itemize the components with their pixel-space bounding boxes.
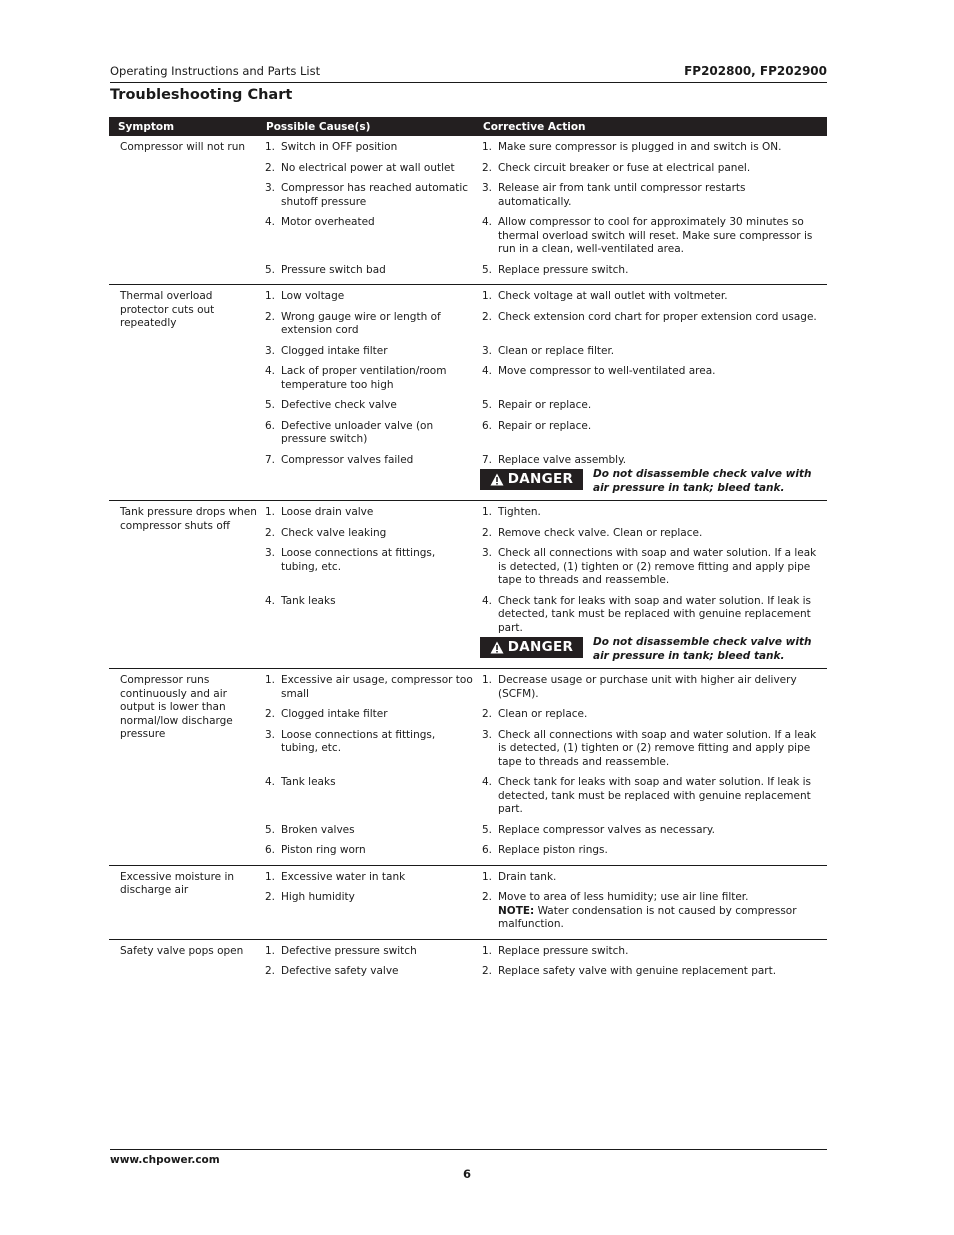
symptom-cell: Safety valve pops open (120, 944, 244, 957)
danger-text: Do not disassemble check valve with air pressure in tank; bleed tank. (593, 468, 812, 494)
cause-number: 6. (265, 844, 276, 856)
cause-text: Tank leaks (281, 776, 336, 788)
cause-text: Pressure switch bad (281, 263, 386, 276)
table-row (263, 592, 827, 637)
table-row (263, 962, 827, 983)
note-label: NOTE: (498, 904, 535, 917)
table-row (263, 773, 827, 821)
table-row (263, 868, 827, 889)
cause-text: High humidity (281, 891, 355, 903)
cause-text: Defective pressure switch (281, 944, 417, 957)
document-title: Operating Instructions and Parts List (110, 64, 321, 78)
action-number: 2. (482, 310, 493, 323)
note-text: Water condensation is not caused by compressor malfunction. (498, 904, 797, 930)
action-text: Replace pressure switch. (498, 944, 629, 957)
action-number: 3. (482, 547, 493, 559)
action-number: 5. (482, 823, 493, 836)
action-number: 5. (482, 263, 493, 276)
column-header-action: Corrective Action (483, 121, 586, 133)
footer-url: www.chpower.com (110, 1154, 220, 1166)
cause-text: Clogged intake filter (281, 344, 388, 357)
action-text: Check circuit breaker or fuse at electrical panel. (498, 161, 751, 174)
action-text: Check tank for leaks with soap and water solution. If leak is detected, tank must be replaced with genuine replacement part. (498, 776, 812, 815)
danger-warning (480, 636, 827, 665)
symptom-cell: Compressor runs continuously and air output is lower than normal/low discharge pressure (120, 674, 233, 740)
cause-number: 5. (265, 823, 276, 836)
cause-number: 1. (265, 506, 276, 518)
cause-number: 3. (265, 547, 276, 559)
cause-number: 4. (265, 216, 276, 228)
danger-badge (480, 469, 583, 490)
action-number: 1. (482, 506, 493, 518)
section-title: Troubleshooting Chart (110, 87, 293, 103)
action-text: Check tank for leaks with soap and water solution. If leak is detected, tank must be replaced with genuine replacement part. (498, 594, 812, 634)
cause-number: 2. (265, 310, 276, 323)
cause-number: 2. (265, 965, 276, 977)
action-number: 2. (482, 965, 493, 977)
cause-number: 1. (265, 674, 276, 686)
table-group (109, 501, 827, 669)
table-row (263, 213, 827, 261)
table-row (263, 671, 827, 705)
action-number: 3. (482, 344, 493, 357)
danger-badge (480, 637, 583, 658)
cause-number: 3. (265, 182, 276, 194)
action-text: Repair or replace. (498, 419, 592, 432)
cause-number: 1. (265, 870, 276, 883)
cause-number: 4. (265, 594, 276, 607)
table-group (109, 285, 827, 501)
table-row (263, 342, 827, 363)
table-row (263, 726, 827, 774)
table-row (263, 396, 827, 417)
cause-text: Piston ring worn (281, 844, 366, 856)
action-text: Tighten. (498, 506, 541, 518)
cause-number: 3. (265, 728, 276, 741)
table-row (263, 841, 827, 862)
cause-text: Loose drain valve (281, 506, 374, 518)
action-number: 2. (482, 708, 493, 720)
troubleshooting-table (109, 117, 827, 986)
action-number: 4. (482, 594, 493, 607)
cause-number: 1. (265, 944, 276, 957)
cause-number: 5. (265, 399, 276, 411)
cause-number: 6. (265, 419, 276, 432)
cause-number: 4. (265, 365, 276, 377)
action-text: Remove check valve. Clean or replace. (498, 526, 703, 539)
table-row (263, 503, 827, 524)
table-group (109, 669, 827, 866)
table-row (263, 179, 827, 213)
table-row (263, 417, 827, 451)
cause-text: Tank leaks (281, 594, 336, 607)
cause-number: 4. (265, 776, 276, 788)
cause-text: Wrong gauge wire or length of extension cord (281, 310, 441, 336)
action-text: Check voltage at wall outlet with voltmeter. (498, 290, 728, 302)
action-text: Replace piston rings. (498, 844, 608, 856)
action-text: Replace compressor valves as necessary. (498, 823, 715, 836)
cause-text: Defective check valve (281, 399, 397, 411)
cause-number: 7. (265, 453, 276, 466)
action-number: 6. (482, 419, 493, 432)
footer-divider (110, 1149, 827, 1150)
action-number: 4. (482, 216, 493, 228)
cause-text: Compressor has reached automatic shutoff pressure (281, 182, 469, 208)
action-text: Replace safety valve with genuine replacement part. (498, 965, 777, 977)
action-number: 3. (482, 182, 493, 194)
action-text: Decrease usage or purchase unit with higher air delivery (SCFM). (498, 674, 797, 700)
cause-number: 5. (265, 263, 276, 276)
cause-text: Motor overheated (281, 216, 375, 228)
action-text: Replace pressure switch. (498, 263, 629, 276)
cause-number: 2. (265, 708, 276, 720)
table-row (263, 524, 827, 545)
warning-triangle-icon (490, 473, 504, 486)
table-row (263, 159, 827, 180)
action-text: Make sure compressor is plugged in and switch is ON. (498, 141, 782, 153)
table-row (263, 942, 827, 963)
cause-number: 1. (265, 141, 276, 153)
symptom-cell: Excessive moisture in discharge air (120, 870, 235, 896)
cause-text: No electrical power at wall outlet (281, 161, 455, 174)
action-text: Clean or replace. (498, 708, 588, 720)
action-text: Release air from tank until compressor restarts automatically. (498, 182, 746, 208)
table-row (263, 308, 827, 342)
action-text: Check all connections with soap and water solution. If a leak is detected, (1) tighten or (2) remove fitting and apply pipe tape to threads and reassemble. (498, 547, 817, 586)
action-number: 1. (482, 870, 493, 883)
table-group (109, 940, 827, 986)
table-header (109, 117, 827, 136)
cause-text: Clogged intake filter (281, 708, 388, 720)
action-text: Replace valve assembly. (498, 453, 627, 466)
warning-triangle-icon (490, 641, 504, 654)
action-text: Check extension cord chart for proper extension cord usage. (498, 310, 817, 323)
cause-text: Check valve leaking (281, 526, 387, 539)
cause-text: Defective unloader valve (on pressure switch) (281, 419, 434, 445)
column-header-symptom: Symptom (118, 121, 175, 133)
table-group (109, 136, 827, 285)
cause-text: Compressor valves failed (281, 453, 414, 466)
action-number: 5. (482, 399, 493, 411)
action-number: 1. (482, 141, 493, 153)
symptom-cell: Thermal overload protector cuts out repeatedly (120, 290, 215, 329)
symptom-cell: Compressor will not run (120, 141, 246, 153)
action-text: Check all connections with soap and water solution. If a leak is detected, (1) tighten or (2) remove fitting and apply pipe tape to threads and reassemble. (498, 728, 817, 768)
cause-text: Excessive water in tank (281, 870, 406, 883)
action-text: Drain tank. (498, 870, 557, 883)
action-number: 2. (482, 891, 493, 903)
action-number: 2. (482, 526, 493, 539)
danger-label: DANGER (507, 470, 574, 487)
action-text: Move compressor to well-ventilated area. (498, 365, 716, 377)
table-row (263, 287, 827, 308)
cause-number: 2. (265, 526, 276, 539)
cause-number: 3. (265, 344, 276, 357)
danger-warning (480, 468, 827, 497)
action-number: 2. (482, 161, 493, 174)
action-number: 7. (482, 453, 493, 466)
table-row (263, 261, 827, 282)
table-row (263, 888, 827, 936)
action-text: Allow compressor to cool for approximately 30 minutes so thermal overload switch will reset. Make sure compressor is run in a clean, well-ventilated area. (498, 216, 813, 255)
table-row (263, 362, 827, 396)
action-text: Clean or replace filter. (498, 344, 615, 357)
danger-label: DANGER (507, 638, 574, 655)
action-number: 3. (482, 728, 493, 741)
action-number: 6. (482, 844, 493, 856)
action-text: Move to area of less humidity; use air line filter. (498, 891, 749, 903)
action-number: 1. (482, 944, 493, 957)
cause-text: Switch in OFF position (281, 141, 398, 153)
table-row (263, 705, 827, 726)
action-number: 4. (482, 776, 493, 788)
cause-text: Loose connections at fittings, tubing, etc. (281, 728, 436, 754)
cause-number: 2. (265, 161, 276, 174)
table-row (263, 138, 827, 159)
symptom-cell: Tank pressure drops when compressor shuts off (120, 506, 257, 532)
cause-text: Defective safety valve (281, 965, 399, 977)
column-header-causes: Possible Cause(s) (266, 121, 371, 133)
table-group (109, 866, 827, 940)
action-text: Repair or replace. (498, 399, 592, 411)
table-row (263, 451, 827, 469)
model-numbers: FP202800, FP202900 (684, 64, 827, 78)
cause-number: 2. (265, 891, 276, 903)
danger-text: Do not disassemble check valve with air pressure in tank; bleed tank. (593, 636, 812, 662)
cause-text: Low voltage (281, 290, 345, 302)
cause-text: Broken valves (281, 823, 355, 836)
cause-text: Excessive air usage, compressor too small (281, 674, 473, 700)
cause-text: Loose connections at fittings, tubing, etc. (281, 547, 436, 573)
cause-number: 1. (265, 290, 276, 302)
header-divider (110, 82, 827, 83)
action-number: 1. (482, 290, 493, 302)
cause-text: Lack of proper ventilation/room temperature too high (281, 365, 447, 391)
page-number: 6 (462, 1167, 471, 1181)
action-number: 1. (482, 674, 493, 686)
action-number: 4. (482, 365, 493, 377)
table-row (263, 544, 827, 592)
table-row (263, 821, 827, 842)
